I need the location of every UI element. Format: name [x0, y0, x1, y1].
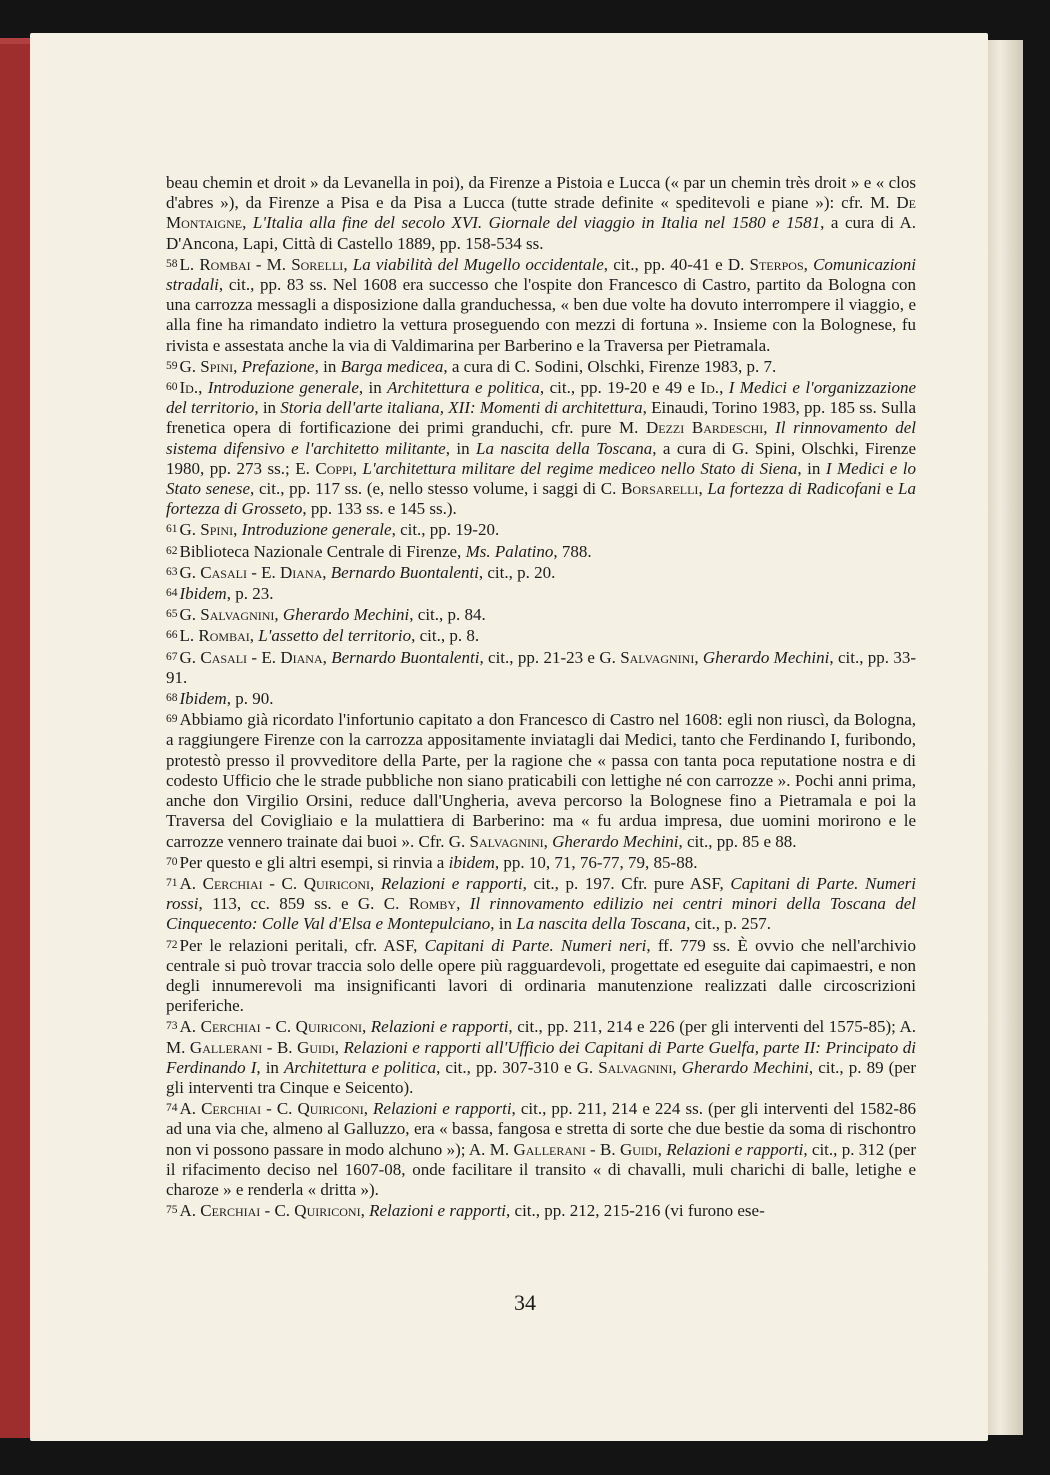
title-text: Gherardo Mechini	[552, 831, 679, 851]
book-binding	[0, 38, 32, 1438]
title-text: Capitani di Parte. Numeri neri	[424, 935, 647, 955]
note-text: - C.	[262, 873, 304, 893]
note-text: , in	[254, 398, 281, 418]
author-name: De Montaigne	[166, 193, 916, 233]
author-name: Dezzi Bardeschi	[645, 418, 764, 438]
author-name: Cerchiai	[201, 1099, 262, 1119]
title-text: Bernardo Buontalenti	[331, 647, 480, 667]
note-text: , in	[256, 1057, 284, 1077]
note-text: ,	[456, 894, 470, 914]
note-text: , cit., pp. 19-20.	[391, 520, 500, 540]
note-text: ,	[698, 479, 708, 499]
note-text: , cit., pp. 307-310 e G.	[436, 1057, 599, 1077]
note-text: Biblioteca Nazionale Centrale di Firenze,	[179, 541, 466, 561]
footnote-number: 69	[166, 713, 178, 726]
title-text: La fortezza di Radicofani	[707, 479, 882, 499]
footnote-number: 62	[166, 544, 178, 557]
title-text: Storia dell'arte italiana, XII: Momenti di architettura	[280, 398, 643, 418]
title-text: Gherardo Mechini	[282, 605, 410, 625]
note-text: ,	[274, 605, 283, 625]
title-text: I Medici e lo Stato senese	[166, 458, 916, 499]
author-name: Romby	[408, 894, 457, 914]
note-text: - C.	[260, 1017, 296, 1037]
page-edge	[985, 40, 1023, 1435]
title-text: Ibidem	[179, 689, 227, 709]
note-text: , pp. 10, 71, 76-77, 79, 85-88.	[494, 852, 698, 872]
author-name: Quiriconi	[295, 1017, 362, 1037]
note-text: ,	[361, 1017, 371, 1037]
title-text: Relazioni e rapporti all'Ufficio dei Capitani di Parte Guelfa, parte II: Principato di Ferdinando I	[166, 1037, 917, 1077]
title-text: Introduzione generale	[207, 378, 359, 398]
note-text: G.	[179, 605, 201, 625]
title-text: La fortezza di Grosseto	[166, 479, 916, 519]
note-text: Per le relazioni peritali, cfr. ASF,	[179, 935, 425, 955]
note-text: , 113, cc. 859 ss. e G. C.	[198, 894, 409, 914]
footnote-number: 68	[166, 692, 178, 705]
footnote-number: 66	[166, 629, 178, 642]
author-name: Quiriconi	[294, 1201, 361, 1221]
page-number: 34	[514, 1290, 536, 1315]
note-text: ,	[352, 458, 363, 478]
author-name: Salvagnini	[620, 647, 695, 667]
note-text: , cit., pp. 85 e 88.	[678, 831, 797, 851]
footnote	[166, 356, 916, 377]
title-text: Barga medicea	[340, 356, 444, 376]
footnote	[166, 688, 916, 709]
title-text: Capitani di Parte. Numeri rossi	[166, 873, 917, 914]
note-text: - C.	[260, 1201, 295, 1221]
note-text: , p. 23.	[226, 584, 274, 604]
footnote-number: 63	[166, 565, 178, 578]
footnote-number: 73	[166, 1020, 178, 1033]
author-name: Diana	[280, 562, 323, 582]
footnote	[166, 1098, 916, 1200]
title-text: La viabilità del Mugello occidentale	[352, 254, 604, 274]
note-text: , a cura di C. Sodini, Olschki, Firenze 1983, p. 7.	[443, 356, 777, 376]
title-text: L'assetto del territorio	[258, 626, 412, 646]
note-text: , cit., pp. 83 ss. Nel 1608 era successo che l'ospite don Francesco di Castro, partito da Bologna con una carrozza messagli a disposizione dalla granduchessa, « ben due volte ha dovuto interrompere il viaggio, e alla fine ha rimandato indietro la vettura proseguendo con mezzi di fortuna ». Insieme con la Bolognese, fu rivista e assestata anche la via di Valdimarina per Barberino e la Traversa per Pietramala.	[166, 275, 916, 355]
note-text: ,	[672, 1057, 682, 1077]
footnote	[166, 541, 916, 562]
title-text: La nascita della Toscana	[516, 914, 687, 934]
note-text: ,	[370, 873, 381, 893]
note-text: G.	[179, 562, 201, 582]
footnote-number: 71	[166, 876, 178, 889]
author-name: Diana	[280, 647, 323, 667]
footnote	[166, 709, 916, 851]
footnote-number: 72	[166, 938, 178, 951]
footnote	[166, 647, 916, 688]
note-text: beau chemin et droit » da Levanella in poi), da Firenze a Pistoia e Lucca (« par un chemin très droit » e « clos d'abres »), da Firenze a Pisa e da Pisa a Lucca (tutte strade definite « speditevoli e piane »): cfr. M.	[166, 173, 916, 213]
note-text: , cit., p. 20.	[478, 562, 556, 582]
footnote-number: 60	[166, 381, 178, 394]
footnote-number: 58	[166, 257, 178, 270]
title-text: Relazioni e rapporti	[373, 1099, 512, 1119]
note-text: ,	[363, 1099, 374, 1119]
note-text: , cit., p. 89 (per gli interventi tra Cinque e Seicento).	[166, 1057, 917, 1097]
note-text: ,	[657, 1139, 667, 1159]
note-text: G.	[179, 356, 201, 376]
title-text: I Medici e l'organizzazione del territorio	[166, 378, 917, 418]
author-name: Cerchiai	[200, 1201, 261, 1221]
note-text: , cit., pp. 21-23 e G.	[479, 647, 621, 667]
footnote	[166, 377, 916, 519]
author-name: Salvagnini	[469, 831, 544, 851]
footnote	[166, 1200, 916, 1221]
footnote	[166, 562, 916, 583]
note-text: , p. 90.	[226, 689, 274, 709]
note-text: , ff. 779 ss. È ovvio che nell'archivio centrale si può trovar traccia solo delle opere più ragguardevoli, progettate ed eseguite dai capimaestri, e non degli innumerevoli ma insignificanti lavori di ordinaria manutenzione realizzati dalle circoscrizioni periferiche.	[166, 935, 917, 1016]
author-name: Quiriconi	[297, 1099, 364, 1119]
author-name: Rombai	[198, 626, 250, 646]
note-text: , cit., p. 197. Cfr. pure ASF,	[522, 873, 731, 893]
note-text: ,	[719, 378, 729, 398]
note-text: , in	[314, 356, 341, 376]
author-name: Gallerani	[513, 1139, 586, 1159]
author-name: Id.	[179, 378, 199, 398]
author-name: Guidi	[297, 1037, 335, 1057]
footnote-number: 64	[166, 587, 178, 600]
title-text: Ibidem	[179, 584, 227, 604]
author-name: Casali	[200, 647, 248, 667]
note-text: ,	[360, 1201, 370, 1221]
note-text: - E.	[246, 562, 280, 582]
note-text: , 788.	[553, 541, 592, 561]
note-text: , a cura di A. D'Ancona, Lapi, Città di Castello 1889, pp. 158-534 ss.	[166, 213, 917, 253]
footnote	[166, 254, 916, 356]
author-name: Salvagnini	[200, 605, 275, 625]
title-text: Relazioni e rapporti	[380, 873, 523, 893]
title-text: Architettura e politica	[283, 1057, 437, 1077]
author-name: Casali	[200, 562, 247, 582]
author-name: Sorelli	[291, 254, 344, 274]
note-text: - B.	[585, 1139, 620, 1159]
note-text: L.	[179, 626, 199, 646]
note-text: ,	[233, 356, 242, 376]
note-text: , cit., p. 257.	[686, 914, 772, 934]
title-text: Relazioni e rapporti	[666, 1139, 804, 1159]
note-text: ,	[242, 213, 253, 233]
footnote-number: 75	[166, 1204, 178, 1217]
note-text: , a cura di G. Spini, Olschki, Firenze 1980, pp. 273 ss.; E.	[166, 438, 917, 478]
note-text: , pp. 133 ss. e 145 ss.).	[302, 499, 457, 519]
note-text: , cit., pp. 40-41 e D.	[603, 254, 750, 274]
title-text: Architettura e politica	[387, 378, 540, 398]
footnote	[166, 583, 916, 604]
author-name: Id.	[700, 378, 720, 398]
note-text: - M.	[250, 254, 292, 274]
title-text: Il rinnovamento edilizio nei centri minori della Toscana del Cinquecento: Colle Val d'Elsa e Montepulciano	[166, 894, 917, 934]
note-text: A.	[179, 1201, 201, 1221]
note-text: ,	[343, 254, 353, 274]
footnote-number: 61	[166, 523, 178, 536]
author-name: Spini	[200, 520, 234, 540]
footnote-number: 74	[166, 1102, 178, 1115]
note-text: , cit., pp. 33-91.	[166, 647, 917, 687]
note-text: ,	[198, 378, 208, 398]
note-text: G.	[179, 520, 201, 540]
title-text: La nascita della Toscana	[475, 438, 653, 458]
author-name: Quiriconi	[303, 873, 371, 893]
note-text: - C.	[261, 1099, 298, 1119]
author-name: Rombai	[199, 254, 251, 274]
note-text: , cit., pp. 212, 215-216 (vi furono ese-	[506, 1201, 765, 1221]
note-text: , cit., pp. 211, 214 e 226 (per gli interventi del 1575-85); A. M.	[166, 1017, 917, 1057]
title-text: Ms. Palatino	[465, 541, 554, 561]
title-text: Bernardo Buontalenti	[330, 562, 479, 582]
author-name: Spini	[200, 356, 234, 376]
note-text: ,	[322, 647, 332, 667]
note-text: A.	[179, 873, 203, 893]
note-text: G.	[179, 647, 201, 667]
title-text: Gherardo Mechini	[702, 647, 830, 667]
note-text: , cit., pp. 117 ss. (e, nello stesso volume, i saggi di C.	[250, 479, 622, 499]
title-text: ibidem	[448, 852, 495, 872]
note-text: , cit., pp. 211, 214 e 224 ss. (per gli interventi del 1582-86 ad una via che, almeno al Galluzzo, era « bassa, fangosa e stretta di sorte che due bestie da soma di rischontro non vi possono passare in modo alchuno »); A. M.	[166, 1099, 917, 1159]
note-text: A.	[179, 1099, 202, 1119]
note-text: Per questo e gli altri esempi, si rinvia a	[179, 852, 449, 872]
note-text: , cit., p. 84.	[409, 605, 486, 625]
title-text: Comunicazioni stradali	[166, 254, 917, 295]
footnote-number: 67	[166, 650, 178, 663]
note-text: ,	[233, 520, 242, 540]
note-text: ,	[334, 1037, 344, 1057]
note-text: ,	[803, 254, 814, 274]
title-text: Il rinnovamento del sistema difensivo e l'architetto militante	[166, 418, 917, 458]
author-name: Coppi	[315, 458, 353, 478]
footnote	[166, 852, 916, 873]
note-text: , in	[358, 378, 388, 398]
note-text: ,	[249, 626, 259, 646]
note-text: e	[881, 479, 899, 499]
footnote	[166, 873, 916, 935]
note-text: Abbiamo già ricordato l'infortunio capitato a don Francesco di Castro nel 1608: egli non riuscì, da Bologna, a raggiungere Firenze con la carrozza appositamente inviatagli dai Medici, tanto che Ferdinando I, furibondo, protestò presso il provveditore della Parte, per la ragione che « passa con tanta poca reputatione nostra e di codesto Ufficio che le strade pubbliche non siano praticabili con lettighe né con carrozze ». Pochi anni prima, anche don Virgilio Orsini, reduce dall'Ungheria, aveva percorso la Bolognese fino a Pietramala e poi la Traversa del Covigliaio e la mulattiera di Barberino: ma « fu ardua impresa, due uomini morirono e le carrozze vennero trainate dai buoi ». Cfr. G.	[166, 710, 916, 851]
title-text: Relazioni e rapporti	[370, 1017, 509, 1037]
author-name: Sterpos	[749, 254, 804, 274]
footnote	[166, 1016, 916, 1098]
note-text: L.	[179, 254, 200, 274]
title-text: Relazioni e rapporti	[369, 1201, 507, 1221]
note-text: , cit., pp. 19-20 e 49 e	[539, 378, 701, 398]
author-name: Borsarelli	[621, 479, 699, 499]
footnote-number: 70	[166, 855, 178, 868]
note-text: A.	[179, 1017, 201, 1037]
footnote	[166, 604, 916, 625]
note-text: ,	[322, 562, 331, 582]
note-text: - E.	[247, 647, 281, 667]
footnote-number: 59	[166, 359, 178, 372]
footnote	[166, 173, 916, 254]
author-name: Cerchiai	[200, 1017, 261, 1037]
note-text: , in	[490, 914, 517, 934]
author-name: Cerchiai	[202, 873, 263, 893]
author-name: Gallerani	[189, 1037, 263, 1057]
note-text: , in	[445, 438, 476, 458]
note-text: , cit., p. 312 (per il rifacimento deciso nel 1607-08, onde facilitare il transito « di chavalli, muli charichi di balle, letighe e charoze » e renderla « dritta »).	[166, 1139, 917, 1199]
note-text: ,	[543, 831, 553, 851]
footnote-number: 65	[166, 608, 178, 621]
note-text: - B.	[262, 1037, 298, 1057]
footnote	[166, 935, 916, 1017]
author-name: Guidi	[619, 1139, 658, 1159]
title-text: L'Italia alla fine del secolo XVI. Giornale del viaggio in Italia nel 1580 e 1581	[252, 213, 821, 233]
note-text: ,	[694, 647, 703, 667]
title-text: Prefazione	[241, 356, 315, 376]
note-text: , in	[797, 458, 826, 478]
footnote	[166, 625, 916, 646]
title-text: Introduzione generale	[241, 520, 392, 540]
title-text: Gherardo Mechini	[681, 1057, 809, 1077]
note-text: ,	[763, 418, 776, 438]
title-text: L'architettura militare del regime mediceo nello Stato di Siena	[362, 458, 798, 478]
author-name: Salvagnini	[598, 1057, 673, 1077]
note-text: , cit., p. 8.	[411, 626, 480, 646]
note-text: , Einaudi, Torino 1983, pp. 185 ss. Sulla frenetica opera di fortificazione dei primi granduchi, cfr. pure M.	[166, 398, 916, 438]
footnote	[166, 519, 916, 540]
footnotes-block	[166, 173, 916, 1221]
